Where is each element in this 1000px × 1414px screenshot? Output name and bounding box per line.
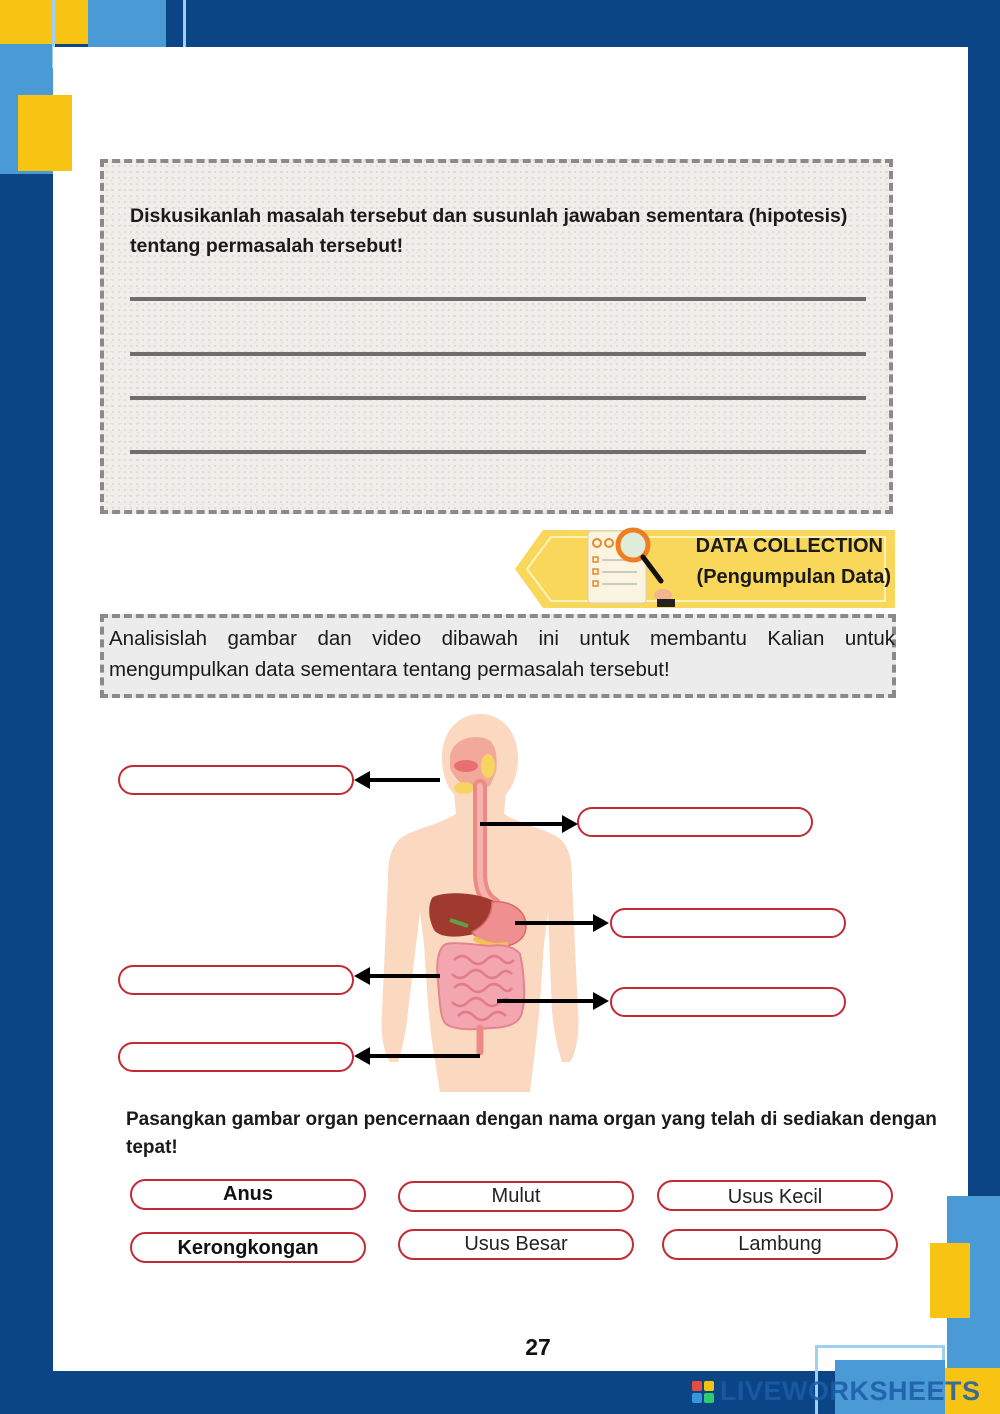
section-banner bbox=[515, 529, 895, 609]
liveworksheets-logo bbox=[692, 1376, 981, 1407]
answer-box-anus[interactable] bbox=[118, 1042, 354, 1072]
instruction-text: Analisislah gambar dan video dibawah ini untuk membantu Kalian untuk mengumpulkan data sementara tentang permasalah tersebut! bbox=[109, 627, 895, 681]
page-number: 27 bbox=[525, 1334, 551, 1360]
magnifier-checklist-icon bbox=[585, 525, 685, 615]
answer-box-kerongkongan[interactable] bbox=[577, 807, 813, 837]
matching-prompt: Pasangkan gambar organ pencernaan dengan nama organ yang telah di sediakan dengan tepat! bbox=[126, 1109, 937, 1158]
answer-line-2[interactable] bbox=[130, 352, 866, 356]
banner-subtitle: (Pengumpulan Data) bbox=[696, 566, 891, 588]
arrow-right-icon bbox=[515, 911, 611, 935]
option-lambung[interactable]: Lambung bbox=[662, 1229, 898, 1260]
logo-grid-icon bbox=[692, 1381, 714, 1403]
option-usus-kecil[interactable]: Usus Kecil bbox=[657, 1180, 893, 1211]
arrow-left-icon bbox=[352, 768, 442, 792]
option-kerongkongan[interactable]: Kerongkongan bbox=[130, 1232, 366, 1263]
answer-box-usus-besar[interactable] bbox=[118, 965, 354, 995]
decor-block bbox=[18, 95, 72, 171]
decor-block bbox=[930, 1243, 970, 1318]
answer-line-3[interactable] bbox=[130, 396, 866, 400]
arrow-right-icon bbox=[480, 812, 580, 836]
answer-line-1[interactable] bbox=[130, 297, 866, 301]
hypothesis-prompt: Diskusikanlah masalah tersebut dan susunlah jawaban sementara (hipotesis) tentang permasalah tersebut! bbox=[130, 205, 848, 257]
answer-box-lambung[interactable] bbox=[610, 908, 846, 938]
arrow-left-icon bbox=[352, 1044, 482, 1068]
logo-wordmark: LIVEWORKSHEETS bbox=[720, 1376, 981, 1406]
option-mulut[interactable]: Mulut bbox=[398, 1181, 634, 1212]
answer-box-mulut[interactable] bbox=[118, 765, 354, 795]
option-anus[interactable]: Anus bbox=[130, 1179, 366, 1210]
answer-line-4[interactable] bbox=[130, 450, 866, 454]
option-usus-besar[interactable]: Usus Besar bbox=[398, 1229, 634, 1260]
answer-box-usus-kecil[interactable] bbox=[610, 987, 846, 1017]
banner-title: DATA COLLECTION bbox=[695, 535, 883, 557]
arrow-right-icon bbox=[497, 989, 611, 1013]
instruction-box bbox=[100, 614, 896, 698]
hypothesis-box bbox=[100, 159, 893, 514]
arrow-left-icon bbox=[352, 964, 442, 988]
